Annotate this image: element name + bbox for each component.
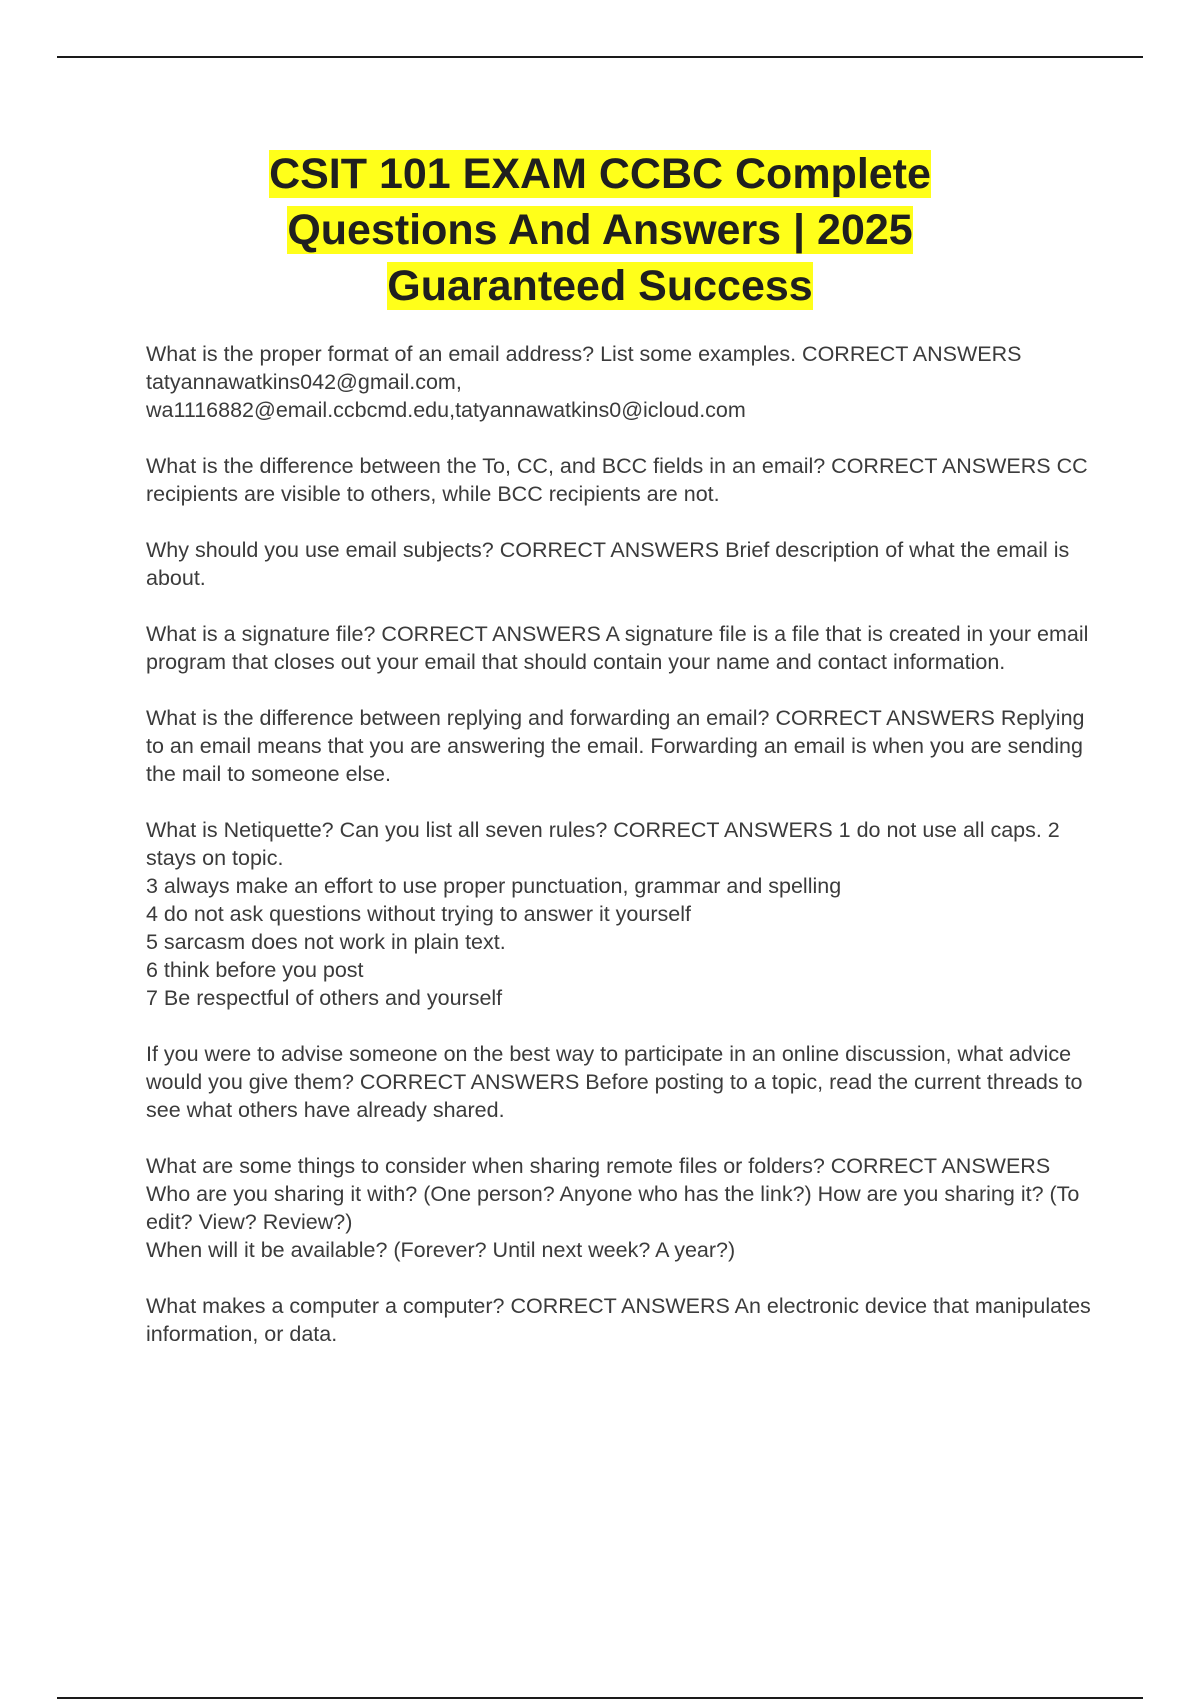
bottom-rule [57, 1697, 1143, 1699]
qa-entry-netiquette: What is Netiquette? Can you list all seven rules? CORRECT ANSWERS 1 do not use all caps. 2 stays on topic. 3 always make an effort to use proper punctuation, grammar and spelling 4 do not ask questions without trying to answer it yourself 5 sarcasm does not work in plain text. 6 think before you post 7 Be respectful of others and yourself [146, 818, 1060, 1010]
qa-entry-signature-file: What is a signature file? CORRECT ANSWERS A signature file is a file that is created in your email program that closes out your email that should contain your name and contact information. [146, 622, 1089, 674]
qa-entry-email-subjects: Why should you use email subjects? CORRECT ANSWERS Brief description of what the email is about. [146, 538, 1070, 590]
qa-entry-online-discussion: If you were to advise someone on the best way to participate in an online discussion, what advice would you give them? CORRECT ANSWERS Before posting to a topic, read the current threads to see what others have already shared. [146, 1042, 1083, 1122]
document-title: CSIT 101 EXAM CCBC Complete Questions And Answers | 2025 Guaranteed Success [269, 150, 931, 310]
qa-entry-to-cc-bcc: What is the difference between the To, CC, and BCC fields in an email? CORRECT ANSWERS CC recipients are visible to others, while BCC recipients are not. [146, 454, 1088, 506]
qa-entry-computer-definition: What makes a computer a computer? CORRECT ANSWERS An electronic device that manipulates information, or data. [146, 1294, 1091, 1346]
qa-list [146, 340, 1092, 1376]
title-area [0, 146, 1200, 314]
qa-entry-email-format: What is the proper format of an email address? List some examples. CORRECT ANSWERS tatyannawatkins042@gmail.com, wa1116882@email.ccbcmd.edu,tatyannawatkins0@icloud.com [146, 342, 1022, 422]
top-rule [57, 56, 1143, 58]
qa-entry-sharing-files: What are some things to consider when sharing remote files or folders? CORRECT ANSWERS Who are you sharing it with? (One person? Anyone who has the link?) How are you sharing it? (To edit? View? Review?) When will it be available? (Forever? Until next week? A year?) [146, 1154, 1080, 1262]
qa-entry-reply-forward: What is the difference between replying and forwarding an email? CORRECT ANSWERS Replying to an email means that you are answering the email. Forwarding an email is when you are sending the mail to someone else. [146, 706, 1085, 786]
